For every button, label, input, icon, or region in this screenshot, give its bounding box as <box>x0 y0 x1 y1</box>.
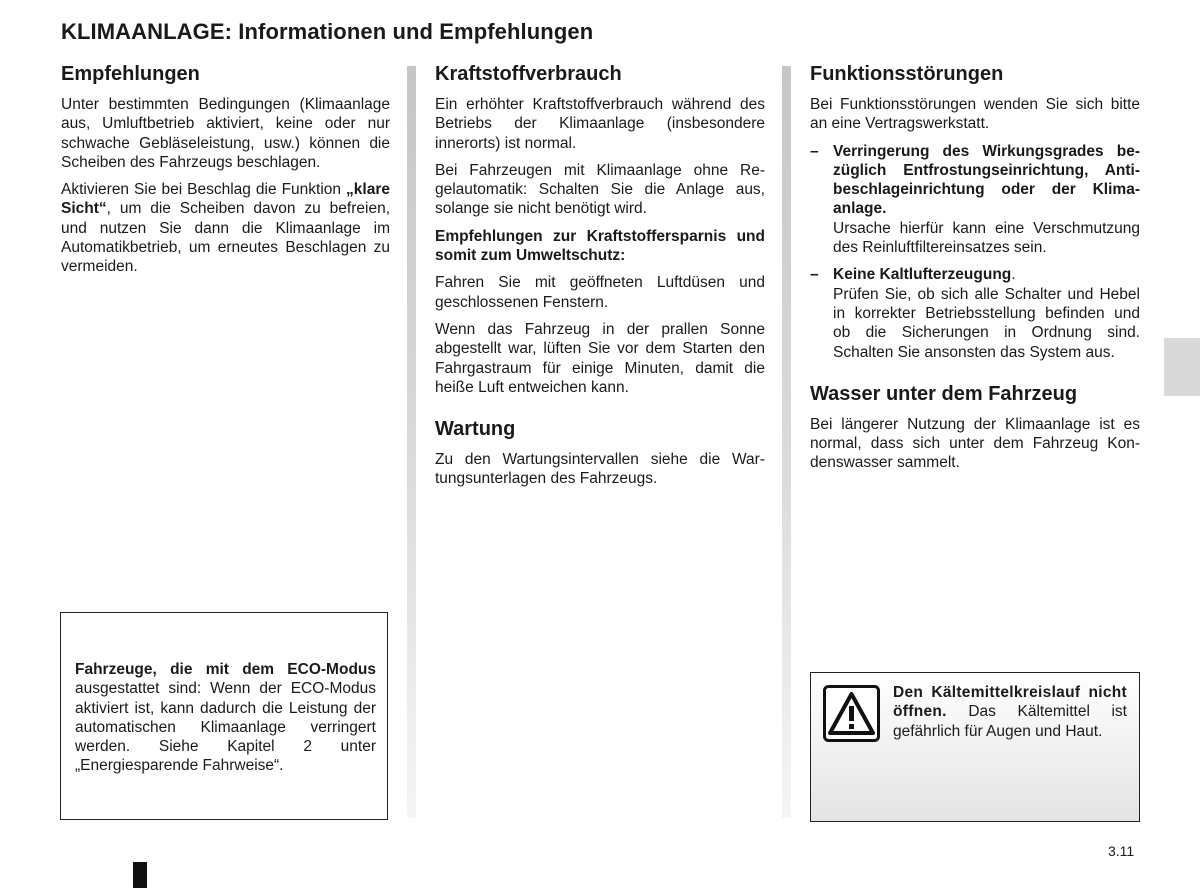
column-divider-left <box>407 66 416 818</box>
eco-mode-note-bold: Fahrzeuge, die mit dem ECO-Modus <box>75 661 376 678</box>
column-malfunctions <box>810 62 1140 481</box>
paragraph-vents-windows: Fahren Sie mit geöffneten Luftdüsen und geschlossenen Fenstern. <box>435 274 765 311</box>
dash-bullet: – <box>810 142 819 160</box>
page-number: 3.11 <box>1108 843 1135 859</box>
list-item-efficiency-title: Verringerung des Wirkungsgrades bezüglich Entfrostungseinrichtung, Antibeschlageinrichtung oder der Klimaanlage. <box>833 142 1140 218</box>
refrigerant-warning-text <box>893 683 1127 741</box>
column-fuel-consumption <box>435 62 765 497</box>
warning-triangle-icon <box>823 685 880 742</box>
dash-bullet: – <box>810 266 819 284</box>
no-cold-air-title-period: . <box>1011 266 1016 284</box>
heading-funktionsstoerungen: Funktionsstörungen <box>810 63 1004 85</box>
heading-kraftstoffverbrauch: Kraftstoffverbrauch <box>435 63 622 85</box>
paragraph-fogging-conditions: Unter bestimmten Bedingungen (Klimaanlage aus, Umluftbetrieb aktiviert, keine oder nur schwache Gebläseleistung, usw.) können die Scheiben des Fahrzeugs beschlagen. <box>61 96 390 171</box>
heading-wasser-unter-fahrzeug: Wasser unter dem Fahrzeug <box>810 382 1078 405</box>
paragraph-saving-tips-heading: Empfehlungen zur Kraftstoffersparnis und somit zum Umweltschutz: <box>435 227 765 265</box>
chapter-side-tab <box>1164 338 1200 396</box>
column-recommendations <box>61 62 390 285</box>
refrigerant-warning-bold: Den Kältemittelkreislauf nicht öffnen. <box>893 684 1127 721</box>
paragraph-sun-parking: Wenn das Fahrzeug in der prallen Sonne abgestellt war, lüften Sie vor dem Starten den Fahrgastraum für einige Minuten, damit die heiße Luft entweichen kann. <box>435 320 765 396</box>
paragraph-maintenance: Zu den Wartungsintervallen siehe die Wartungsunterlagen des Fahrzeugs. <box>435 451 765 488</box>
paragraph-manual-ac: Bei Fahrzeugen mit Klimaanlage ohne Regelautomatik: Schalten Sie die Anlage aus, solange sie nicht benötigt wird. <box>435 161 765 218</box>
clear-view-function-name: „klare Sicht“ <box>61 181 390 218</box>
paragraph-workshop: Bei Funktionsstörungen wenden Sie sich bitte an eine Vertragswerkstatt. <box>810 96 1140 133</box>
no-cold-air-title-text: Keine Kaltlufterzeugung <box>833 266 1012 284</box>
list-item-no-cold-air-title <box>833 265 1140 284</box>
list-item-no-cold-air <box>810 265 1140 361</box>
column-divider-right <box>782 66 791 818</box>
crop-mark <box>133 862 147 888</box>
eco-mode-note <box>75 660 376 776</box>
list-item-efficiency-body: Ursache hierfür kann eine Verschmutzung des Reinluftfiltereinsatzes sein. <box>833 219 1140 257</box>
heading-wartung: Wartung <box>435 418 516 441</box>
eco-mode-note-box <box>60 612 388 820</box>
list-item-efficiency <box>810 142 1140 258</box>
eco-mode-note-text: ausgestattet sind: Wenn der ECO-Modus aktiviert ist, kann dadurch die Leistung der automatischen Klimaanlage verringert werden. Siehe Kapitel 2 unter „Energiesparende Fahrweise“. <box>75 680 376 775</box>
clear-view-text-after: , um die Scheiben davon zu befreien, und nutzen Sie dann die Klimaanlage im Automatikbetrieb, um erneutes Beschlagen zu vermeiden. <box>61 200 390 276</box>
list-item-no-cold-air-body: Prüfen Sie, ob sich alle Schalter und Hebel in korrekter Betriebsstellung befinden und ob die Sicherungen in Ordnung sind. Schalten Sie ansonsten das System aus. <box>833 285 1140 361</box>
page-title: KLIMAANLAGE: Informationen und Empfehlungen <box>61 19 594 44</box>
clear-view-text-before: Aktivieren Sie bei Beschlag die Funktion <box>61 181 347 199</box>
paragraph-fuel-normal: Ein erhöhter Kraftstoffverbrauch während des Betriebs der Klimaanlage (insbesondere innerorts) ist normal. <box>435 96 765 152</box>
paragraph-condensation: Bei längerer Nutzung der Klimaanlage ist es normal, dass sich unter dem Fahrzeug Kondenswasser sammelt. <box>810 415 1140 472</box>
paragraph-clear-view <box>61 180 390 276</box>
heading-empfehlungen: Empfehlungen <box>61 63 200 85</box>
refrigerant-warning-box <box>810 672 1140 822</box>
refrigerant-warning-rest: Das Kältemittel ist gefährlich für Augen und Haut. <box>893 703 1127 740</box>
